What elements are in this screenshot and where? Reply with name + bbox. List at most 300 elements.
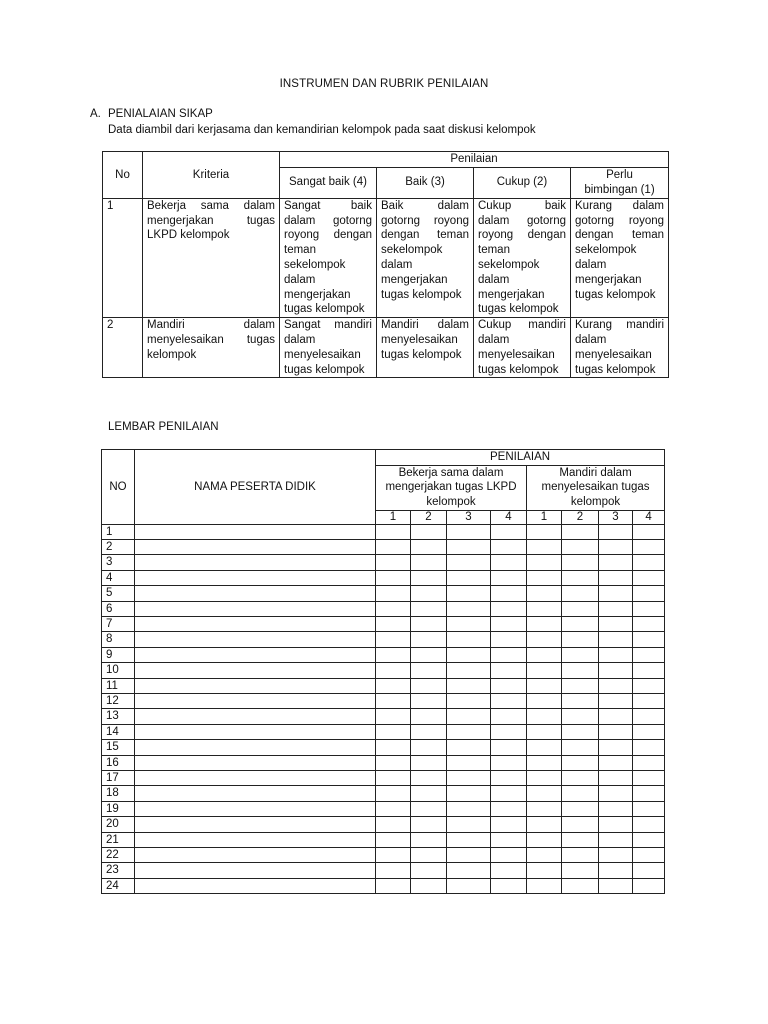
sheet-header-penilaian: PENILAIAN [376,450,665,466]
score-cell[interactable] [376,601,411,616]
student-row [102,570,665,585]
score-cell[interactable] [491,709,527,724]
score-cell[interactable] [491,817,527,832]
score-cell[interactable] [491,878,527,893]
score-cell[interactable] [562,771,599,786]
student-row-number: 6 [102,601,135,616]
student-row-number: 3 [102,555,135,570]
score-cell[interactable] [633,663,665,678]
score-cell[interactable] [562,616,599,631]
score-cell[interactable] [633,801,665,816]
score-cell[interactable] [376,755,411,770]
student-name-cell[interactable] [135,601,376,616]
score-cell[interactable] [491,555,527,570]
rubric-header-penilaian: Penilaian [280,152,669,168]
score-cell[interactable] [447,539,491,554]
score-cell[interactable] [633,647,665,662]
rubric-table [102,151,669,378]
score-cell[interactable] [376,693,411,708]
score-cell[interactable] [376,724,411,739]
score-cell[interactable] [599,801,633,816]
score-cell[interactable] [491,601,527,616]
score-cell[interactable] [411,740,447,755]
score-cell[interactable] [447,740,491,755]
score-cell[interactable] [411,709,447,724]
score-cell[interactable] [562,863,599,878]
score-cell[interactable] [562,740,599,755]
score-cell[interactable] [376,740,411,755]
score-cell[interactable] [633,586,665,601]
score-cell[interactable] [447,647,491,662]
student-row [102,801,665,816]
student-name-cell[interactable] [135,570,376,585]
score-cell[interactable] [376,524,411,539]
score-cell[interactable] [447,771,491,786]
score-cell[interactable] [599,832,633,847]
score-cell[interactable] [633,740,665,755]
student-name-cell[interactable] [135,586,376,601]
student-row [102,755,665,770]
score-cell[interactable] [447,755,491,770]
score-cell[interactable] [376,647,411,662]
student-name-cell[interactable] [135,647,376,662]
sheet-criteria-header: Bekerja sama dalam mengerjakan tugas LKPD kelompok [376,465,527,510]
score-col-header: 3 [599,510,633,524]
score-cell[interactable] [599,616,633,631]
student-row-number: 10 [102,663,135,678]
score-col-header: 2 [562,510,599,524]
score-cell[interactable] [491,771,527,786]
score-cell[interactable] [411,801,447,816]
score-cell[interactable] [411,586,447,601]
student-row-number: 23 [102,863,135,878]
score-cell[interactable] [411,878,447,893]
score-cell[interactable] [527,601,562,616]
score-cell[interactable] [599,755,633,770]
rubric-level-header: Perlu bimbingan (1) [571,167,669,198]
score-cell[interactable] [411,755,447,770]
rubric-header-kriteria: Kriteria [143,152,280,199]
score-cell[interactable] [633,693,665,708]
score-cell[interactable] [376,678,411,693]
score-cell[interactable] [491,755,527,770]
rubric-cell: Mandiri dalam menyelesaikan tugas kelompok [377,318,474,378]
score-col-header: 4 [633,510,665,524]
sheet-criteria-header: Mandiri dalam menyelesaikan tugas kelompok [527,465,665,510]
score-cell[interactable] [491,647,527,662]
score-cell[interactable] [633,678,665,693]
rubric-cell: Sangat baik dalam gotorng royong dengan teman sekelompok dalam mengerjakan tugas kelompok [280,198,377,317]
student-name-cell[interactable] [135,848,376,863]
student-name-cell[interactable] [135,709,376,724]
student-name-cell[interactable] [135,663,376,678]
score-cell[interactable] [527,647,562,662]
score-cell[interactable] [376,709,411,724]
student-row [102,740,665,755]
rubric-cell: Cukup baik dalam gotorng royong dengan teman sekelompok dalam mengerjakan tugas kelompok [474,198,571,317]
score-cell[interactable] [633,832,665,847]
score-cell[interactable] [491,786,527,801]
student-row-number: 12 [102,693,135,708]
score-cell[interactable] [599,555,633,570]
score-cell[interactable] [376,801,411,816]
student-row [102,524,665,539]
score-cell[interactable] [599,786,633,801]
score-cell[interactable] [491,539,527,554]
score-cell[interactable] [633,555,665,570]
section-heading-text: PENIALAIAN SIKAP [108,108,213,120]
score-cell[interactable] [562,786,599,801]
score-cell[interactable] [491,632,527,647]
sheet-header-no: NO [102,450,135,525]
score-sheet-table [101,449,665,894]
student-name-cell[interactable] [135,817,376,832]
score-cell[interactable] [599,647,633,662]
score-cell[interactable] [447,863,491,878]
student-name-cell[interactable] [135,555,376,570]
score-cell[interactable] [599,663,633,678]
score-cell[interactable] [411,555,447,570]
score-cell[interactable] [447,678,491,693]
score-cell[interactable] [562,709,599,724]
score-cell[interactable] [562,601,599,616]
score-cell[interactable] [447,786,491,801]
score-cell[interactable] [376,616,411,631]
score-cell[interactable] [527,709,562,724]
score-cell[interactable] [491,524,527,539]
score-cell[interactable] [633,878,665,893]
student-name-cell[interactable] [135,771,376,786]
student-name-cell[interactable] [135,740,376,755]
score-col-header: 3 [447,510,491,524]
score-cell[interactable] [491,832,527,847]
score-cell[interactable] [527,786,562,801]
score-cell[interactable] [562,724,599,739]
score-cell[interactable] [562,524,599,539]
score-cell[interactable] [599,570,633,585]
score-cell[interactable] [633,570,665,585]
score-cell[interactable] [491,663,527,678]
score-col-header: 1 [527,510,562,524]
rubric-cell: Kurang mandiri dalam menyelesaikan tugas kelompok [571,318,669,378]
score-cell[interactable] [411,663,447,678]
score-cell[interactable] [491,848,527,863]
score-cell[interactable] [633,724,665,739]
score-cell[interactable] [527,724,562,739]
score-cell[interactable] [411,616,447,631]
score-cell[interactable] [562,555,599,570]
score-cell[interactable] [491,801,527,816]
score-cell[interactable] [447,663,491,678]
score-cell[interactable] [376,786,411,801]
student-row-number: 19 [102,801,135,816]
score-cell[interactable] [447,555,491,570]
score-cell[interactable] [562,678,599,693]
score-cell[interactable] [599,601,633,616]
student-row [102,539,665,554]
lembar-penilaian-title: LEMBAR PENILAIAN [108,421,219,433]
score-cell[interactable] [562,801,599,816]
score-cell[interactable] [527,878,562,893]
score-cell[interactable] [562,586,599,601]
score-cell[interactable] [527,801,562,816]
score-cell[interactable] [411,601,447,616]
student-name-cell[interactable] [135,693,376,708]
student-row [102,878,665,893]
score-cell[interactable] [633,601,665,616]
score-cell[interactable] [599,848,633,863]
student-row [102,647,665,662]
score-cell[interactable] [411,863,447,878]
score-cell[interactable] [491,863,527,878]
score-cell[interactable] [633,786,665,801]
student-row-number: 1 [102,524,135,539]
student-row [102,832,665,847]
student-row-number: 18 [102,786,135,801]
section-a-description: Data diambil dari kerjasama dan kemandirian kelompok pada saat diskusi kelompok [108,124,536,136]
student-row [102,678,665,693]
score-cell[interactable] [376,832,411,847]
score-cell[interactable] [527,693,562,708]
score-cell[interactable] [376,663,411,678]
score-cell[interactable] [562,632,599,647]
score-cell[interactable] [411,786,447,801]
score-cell[interactable] [447,616,491,631]
score-cell[interactable] [447,570,491,585]
score-cell[interactable] [527,771,562,786]
score-cell[interactable] [633,755,665,770]
score-cell[interactable] [447,832,491,847]
score-cell[interactable] [562,755,599,770]
score-cell[interactable] [527,848,562,863]
score-col-header: 1 [376,510,411,524]
student-row-number: 7 [102,616,135,631]
rubric-level-header: Sangat baik (4) [280,167,377,198]
score-cell[interactable] [411,570,447,585]
score-cell[interactable] [527,570,562,585]
score-cell[interactable] [491,724,527,739]
student-row-number: 11 [102,678,135,693]
score-cell[interactable] [633,616,665,631]
student-row-number: 2 [102,539,135,554]
score-cell[interactable] [376,878,411,893]
student-name-cell[interactable] [135,678,376,693]
score-cell[interactable] [491,740,527,755]
sheet-header-nama: NAMA PESERTA DIDIK [135,450,376,525]
score-cell[interactable] [527,586,562,601]
score-cell[interactable] [447,724,491,739]
rubric-cell: Cukup mandiri dalam menyelesaikan tugas kelompok [474,318,571,378]
student-row [102,601,665,616]
score-cell[interactable] [491,570,527,585]
student-name-cell[interactable] [135,539,376,554]
student-row [102,771,665,786]
student-row [102,724,665,739]
score-cell[interactable] [527,678,562,693]
rubric-level-header: Baik (3) [377,167,474,198]
score-cell[interactable] [491,616,527,631]
rubric-level-header: Cukup (2) [474,167,571,198]
score-cell[interactable] [527,539,562,554]
score-cell[interactable] [633,817,665,832]
student-row [102,693,665,708]
score-cell[interactable] [562,832,599,847]
student-name-cell[interactable] [135,632,376,647]
score-cell[interactable] [633,539,665,554]
score-cell[interactable] [633,863,665,878]
student-name-cell[interactable] [135,801,376,816]
student-row-number: 14 [102,724,135,739]
score-cell[interactable] [633,771,665,786]
score-cell[interactable] [411,524,447,539]
score-cell[interactable] [411,539,447,554]
score-cell[interactable] [376,817,411,832]
score-cell[interactable] [411,678,447,693]
score-cell[interactable] [562,539,599,554]
rubric-cell: Kurang dalam gotorng royong dengan teman sekelompok dalam mengerjakan tugas kelompok [571,198,669,317]
score-cell[interactable] [411,771,447,786]
student-row-number: 4 [102,570,135,585]
score-cell[interactable] [562,663,599,678]
score-cell[interactable] [491,693,527,708]
score-cell[interactable] [527,817,562,832]
student-row-number: 17 [102,771,135,786]
score-cell[interactable] [527,755,562,770]
score-cell[interactable] [447,878,491,893]
score-cell[interactable] [633,632,665,647]
score-cell[interactable] [527,555,562,570]
score-col-header: 4 [491,510,527,524]
score-cell[interactable] [411,647,447,662]
student-row [102,616,665,631]
score-cell[interactable] [633,709,665,724]
score-cell[interactable] [599,740,633,755]
student-name-cell[interactable] [135,755,376,770]
score-cell[interactable] [447,801,491,816]
score-cell[interactable] [491,678,527,693]
student-row [102,555,665,570]
score-cell[interactable] [411,832,447,847]
score-cell[interactable] [527,663,562,678]
student-name-cell[interactable] [135,832,376,847]
score-cell[interactable] [527,740,562,755]
score-cell[interactable] [527,632,562,647]
score-cell[interactable] [599,878,633,893]
score-cell[interactable] [599,693,633,708]
score-cell[interactable] [411,848,447,863]
score-cell[interactable] [562,693,599,708]
section-letter: A. [90,108,101,120]
rubric-row-kriteria: Bekerja sama dalam mengerjakan tugas LKPD kelompok [143,198,280,317]
student-name-cell[interactable] [135,863,376,878]
score-cell[interactable] [376,555,411,570]
student-name-cell[interactable] [135,724,376,739]
student-row [102,709,665,724]
score-cell[interactable] [599,632,633,647]
score-cell[interactable] [599,817,633,832]
student-row-number: 5 [102,586,135,601]
rubric-header-no: No [103,152,143,199]
score-cell[interactable] [411,632,447,647]
rubric-row [103,198,669,317]
score-cell[interactable] [527,863,562,878]
score-cell[interactable] [527,832,562,847]
rubric-cell: Baik dalam gotorng royong dengan teman sekelompok dalam mengerjakan tugas kelompok [377,198,474,317]
score-cell[interactable] [633,524,665,539]
student-row [102,663,665,678]
score-cell[interactable] [376,863,411,878]
student-name-cell[interactable] [135,524,376,539]
score-cell[interactable] [562,848,599,863]
score-cell[interactable] [447,586,491,601]
score-cell[interactable] [447,524,491,539]
score-cell[interactable] [527,616,562,631]
student-row-number: 15 [102,740,135,755]
score-cell[interactable] [411,724,447,739]
score-cell[interactable] [376,539,411,554]
score-cell[interactable] [376,771,411,786]
student-row-number: 22 [102,848,135,863]
rubric-row [103,318,669,378]
score-cell[interactable] [491,586,527,601]
score-cell[interactable] [447,817,491,832]
score-cell[interactable] [411,817,447,832]
score-cell[interactable] [599,586,633,601]
student-row-number: 20 [102,817,135,832]
student-row [102,863,665,878]
student-row-number: 13 [102,709,135,724]
student-name-cell[interactable] [135,786,376,801]
student-name-cell[interactable] [135,616,376,631]
score-cell[interactable] [447,709,491,724]
score-cell[interactable] [376,632,411,647]
score-cell[interactable] [376,570,411,585]
student-row [102,632,665,647]
student-row-number: 16 [102,755,135,770]
student-row-number: 24 [102,878,135,893]
score-cell[interactable] [447,601,491,616]
score-cell[interactable] [599,771,633,786]
score-cell[interactable] [633,848,665,863]
score-cell[interactable] [447,693,491,708]
score-cell[interactable] [562,647,599,662]
student-name-cell[interactable] [135,878,376,893]
score-cell[interactable] [599,863,633,878]
score-cell[interactable] [599,524,633,539]
score-cell[interactable] [447,848,491,863]
student-row [102,848,665,863]
rubric-row-kriteria: Mandiri dalam menyelesaikan tugas kelompok [143,318,280,378]
student-row [102,817,665,832]
score-cell[interactable] [376,586,411,601]
score-cell[interactable] [562,878,599,893]
score-cell[interactable] [527,524,562,539]
score-cell[interactable] [599,678,633,693]
score-cell[interactable] [599,724,633,739]
score-cell[interactable] [376,848,411,863]
score-cell[interactable] [562,817,599,832]
score-cell[interactable] [599,539,633,554]
score-cell[interactable] [447,632,491,647]
rubric-row-no: 1 [103,198,143,317]
score-col-header: 2 [411,510,447,524]
score-cell[interactable] [599,709,633,724]
score-cell[interactable] [562,570,599,585]
student-row-number: 9 [102,647,135,662]
student-row [102,786,665,801]
score-cell[interactable] [411,693,447,708]
student-row-number: 8 [102,632,135,647]
